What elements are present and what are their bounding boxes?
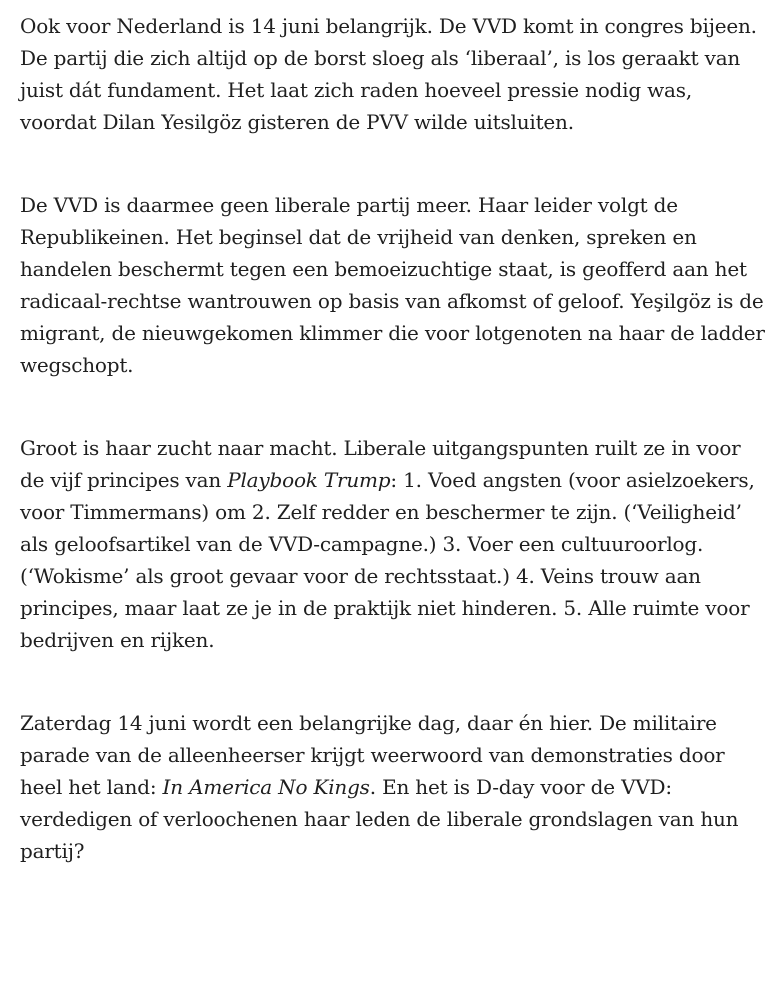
paragraph-2 — [20, 189, 765, 381]
paragraph-1-text: Ook voor Nederland is 14 juni belangrijk. De VVD komt in congres bijeen. De partij die zich altijd op de borst sloeg als ‘liberaal’, is los geraakt van juist dát fundament. Het laat zich raden hoeveel pressie nodig was, voordat Dilan Yesilgöz gisteren de PVV wilde uitsluiten. — [20, 14, 757, 134]
paragraph-3-text-before: Groot is haar zucht naar macht. Liberale uitgangspunten ruilt ze in voor de vijf principes van — [20, 436, 741, 492]
paragraph-2-text: De VVD is daarmee geen liberale partij meer. Haar leider volgt de Republikeinen. Het beginsel dat de vrijheid van denken, spreken en handelen beschermt tegen een bemoeizuchtige staat, is geofferd aan het radicaal-rechtse wantrouwen op basis van afkomst of geloof. Yeşilgöz is de migrant, de nieuwgekomen klimmer die voor lotgenoten na haar de ladder wegschopt. — [20, 193, 765, 377]
paragraph-4-text-after: . En het is D-day voor de VVD: verdedigen of verloochenen haar leden de liberale grondslagen van hun partij? — [20, 775, 739, 863]
paragraph-4 — [20, 707, 765, 867]
article-body — [20, 10, 765, 867]
paragraph-3-text-after: : 1. Voed angsten (voor asielzoekers, voor Timmermans) om 2. Zelf redder en beschermer te zijn. (‘Veiligheid’ als geloofsartikel van de VVD-campagne.) 3. Voer een cultuuroorlog. (‘Wokisme’ als groot gevaar voor de rechtsstaat.) 4. Veins trouw aan principes, maar laat ze je in de praktijk niet hinderen. 5. Alle ruimte voor bedrijven en rijken. — [20, 468, 755, 652]
paragraph-3 — [20, 432, 765, 656]
paragraph-1 — [20, 10, 765, 138]
paragraph-3-emphasis: Playbook Trump — [227, 468, 391, 492]
paragraph-4-emphasis: In America No Kings — [162, 775, 370, 799]
paragraph-4-text-before: Zaterdag 14 juni wordt een belangrijke dag, daar én hier. De militaire parade van de alleenheerser krijgt weerwoord van demonstraties door heel het land: — [20, 711, 725, 799]
